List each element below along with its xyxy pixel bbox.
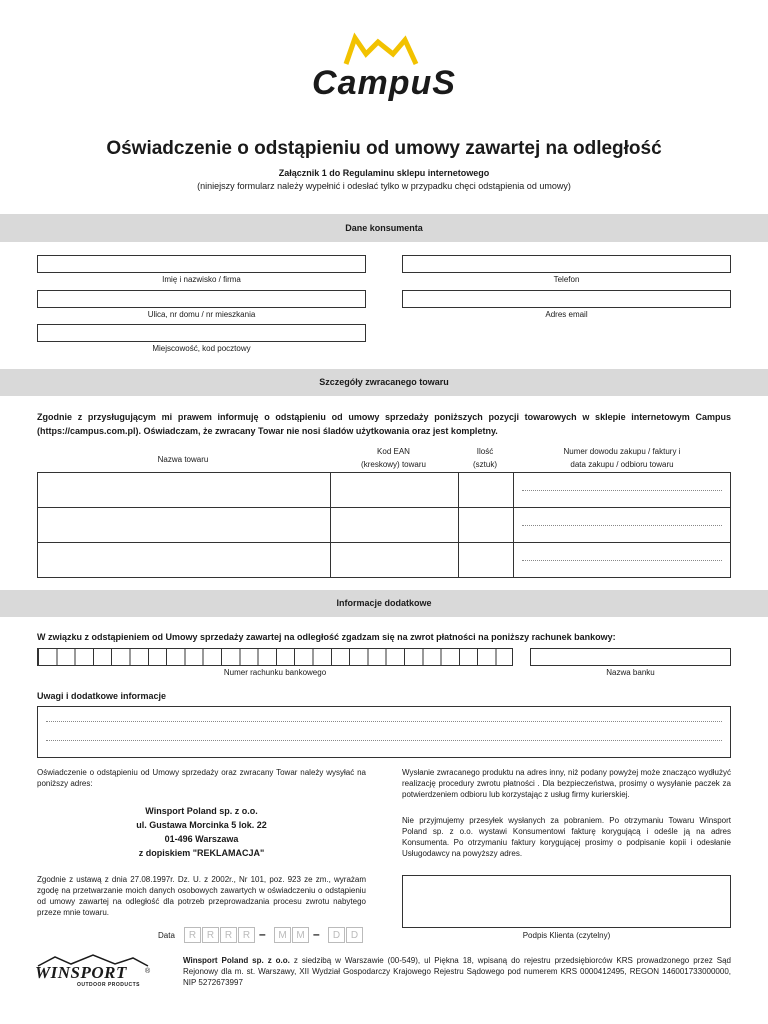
city-field[interactable] xyxy=(37,324,366,342)
email-field[interactable] xyxy=(402,290,731,308)
section-consumer-title: Dane konsumenta xyxy=(345,223,423,233)
date-separator: – xyxy=(259,927,266,941)
section-goods xyxy=(0,369,768,396)
campus-logo xyxy=(300,30,468,110)
address-city: 01-496 Warszawa xyxy=(164,834,239,844)
section-goods-title: Szczegóły zwracanego towaru xyxy=(319,377,449,387)
signature-field[interactable] xyxy=(402,875,731,928)
date-year-digit: R xyxy=(220,927,237,943)
shipping-note-1: Wysłanie zwracanego produktu na adres inny, niż podany powyżej może znacząco wydłużyć realizację procedury zwrotu płatności . Dla bezpieczeństwa, prosimy o wysyłanie paczek za potwierdzeniem odbioru lub korzystając z usług firmy kurierskiej. xyxy=(402,768,731,799)
date-month-digit: M xyxy=(292,927,309,943)
address-company: Winsport Poland sp. z o.o. xyxy=(145,806,258,816)
page-note: (niniejszy formularz należy wypełnić i odesłać tylko w przypadku chęci odstąpienia od umowy) xyxy=(197,181,571,191)
goods-proof-cell[interactable] xyxy=(514,473,731,508)
street-label: Ulica, nr domu / nr mieszkania xyxy=(147,310,256,319)
bank-name-field[interactable] xyxy=(530,648,731,666)
remarks-field[interactable] xyxy=(37,706,731,758)
date-year-digit: R xyxy=(238,927,255,943)
goods-qty-cell[interactable] xyxy=(459,508,514,543)
winsport-registered: ® xyxy=(145,968,151,975)
winsport-tagline: OUTDOOR PRODUCTS xyxy=(77,982,140,988)
footer-legal xyxy=(183,955,731,988)
goods-proof-cell[interactable] xyxy=(514,508,731,543)
goods-qty-cell[interactable] xyxy=(459,473,514,508)
date-day-digit: D xyxy=(328,927,345,943)
address-attn: z dopiskiem "REKLAMACJA" xyxy=(138,848,265,858)
col-ean-header-1: Kod EAN xyxy=(377,447,410,456)
table-row xyxy=(38,508,731,543)
account-number-label: Numer rachunku bankowego xyxy=(223,668,327,677)
data-consent: Zgodnie z ustawą z dnia 27.08.1997r. Dz. U. z 2002r., Nr 101, poz. 923 ze zm., wyrażam zgodę na przetwarzanie moich danych osobowych zawartych w oświadczeniu o odstąpieniu od umowy zawartej na odległość dla potrzeb przeprowadzania procesu zwrotu nabytego przeze mnie towaru. xyxy=(37,875,366,917)
col-ean-header-2: (kreskowy) towaru xyxy=(361,460,426,469)
address-street: ul. Gustawa Morcinka 5 lok. 22 xyxy=(136,820,267,830)
winsport-logo xyxy=(33,954,153,994)
brand-wordmark: CampuS xyxy=(312,64,456,102)
phone-label: Telefon xyxy=(553,275,580,284)
date-year-digit: R xyxy=(202,927,219,943)
name-label: Imię i nazwisko / firma xyxy=(162,275,241,284)
section-extra-title: Informacje dodatkowe xyxy=(336,598,432,608)
send-intro: Oświadczenie o odstąpieniu od Umowy sprzedaży oraz zwracany Towar należy wysyłać na poniższy adres: xyxy=(37,768,366,788)
goods-proof-cell[interactable] xyxy=(514,543,731,578)
page-subtitle: Załącznik 1 do Regulaminu sklepu internetowego xyxy=(278,168,490,178)
page-title: Oświadczenie o odstąpieniu od umowy zawartej na odległość xyxy=(106,138,662,159)
goods-name-cell[interactable] xyxy=(38,543,331,578)
shipping-note-2: Nie przyjmujemy przesyłek wysłanych za pobraniem. Po otrzymaniu Towaru Winsport Poland sp. z o.o. wystawi Konsumentowi fakturę korygującą i odeśle ją na adres Konsumenta. Po otrzymaniu faktury korygującej prosimy o podpisanie kopii i odesłanie Usługodawcy na powyższy adres. xyxy=(402,816,731,858)
date-label: Data xyxy=(158,931,175,940)
table-row xyxy=(38,473,731,508)
refund-statement: W związku z odstąpieniem od Umowy sprzedaży zawartej na odległość zgadzam się na zwrot płatności na poniższy rachunek bankowy: xyxy=(37,632,616,642)
name-field[interactable] xyxy=(37,255,366,273)
signature-label: Podpis Klienta (czytelny) xyxy=(522,931,611,940)
goods-name-cell[interactable] xyxy=(38,473,331,508)
section-extra xyxy=(0,590,768,617)
date-separator: – xyxy=(313,927,320,941)
date-field[interactable] xyxy=(184,927,368,944)
date-month-digit: M xyxy=(274,927,291,943)
winsport-wordmark: WINSPORT xyxy=(35,963,127,982)
footer-details: z siedzibą w Warszawie (00-549), ul Piękna 18, wpisaną do rejestru przedsiębiorców KRS prowadzonego przez Sąd Rejonowy dla m. st. Warszawy, XII Wydział Gospodarczy Krajowego Rejestru Sądowego pod numerem KRS 0000412495, REGON 146001733000000, NIP 5272673997 xyxy=(183,956,731,987)
col-qty-header-1: Ilość xyxy=(476,447,494,456)
goods-qty-cell[interactable] xyxy=(459,543,514,578)
table-row xyxy=(38,543,731,578)
goods-ean-cell[interactable] xyxy=(331,508,459,543)
account-number-field[interactable] xyxy=(37,648,513,666)
remarks-title: Uwagi i dodatkowe informacje xyxy=(37,691,167,701)
goods-ean-cell[interactable] xyxy=(331,543,459,578)
email-label: Adres email xyxy=(545,310,588,319)
section-consumer xyxy=(0,214,768,242)
city-label: Miejscowość, kod pocztowy xyxy=(152,344,251,353)
goods-ean-cell[interactable] xyxy=(331,473,459,508)
col-proof-header-1: Numer dowodu zakupu / faktury i xyxy=(563,447,681,456)
date-year-digit: R xyxy=(184,927,201,943)
return-address xyxy=(37,804,366,860)
phone-field[interactable] xyxy=(402,255,731,273)
col-qty-header-2: (sztuk) xyxy=(473,460,497,469)
date-day-digit: D xyxy=(346,927,363,943)
street-field[interactable] xyxy=(37,290,366,308)
goods-table xyxy=(37,472,731,578)
bank-name-label: Nazwa banku xyxy=(606,668,655,677)
footer-company: Winsport Poland sp. z o.o. xyxy=(183,956,290,965)
goods-statement: Zgodnie z przysługującym mi prawem informuję o odstąpieniu od umowy sprzedaży poniższych pozycji towarowych w sklepie internetowym Campus (https://campus.com.pl). Oświadczam, że zwracany Towar nie nosi śladów użytkowania oraz jest kompletny. xyxy=(37,412,731,436)
col-name-header: Nazwa towaru xyxy=(157,455,209,464)
col-proof-header-2: data zakupu / odbioru towaru xyxy=(570,460,674,469)
goods-name-cell[interactable] xyxy=(38,508,331,543)
